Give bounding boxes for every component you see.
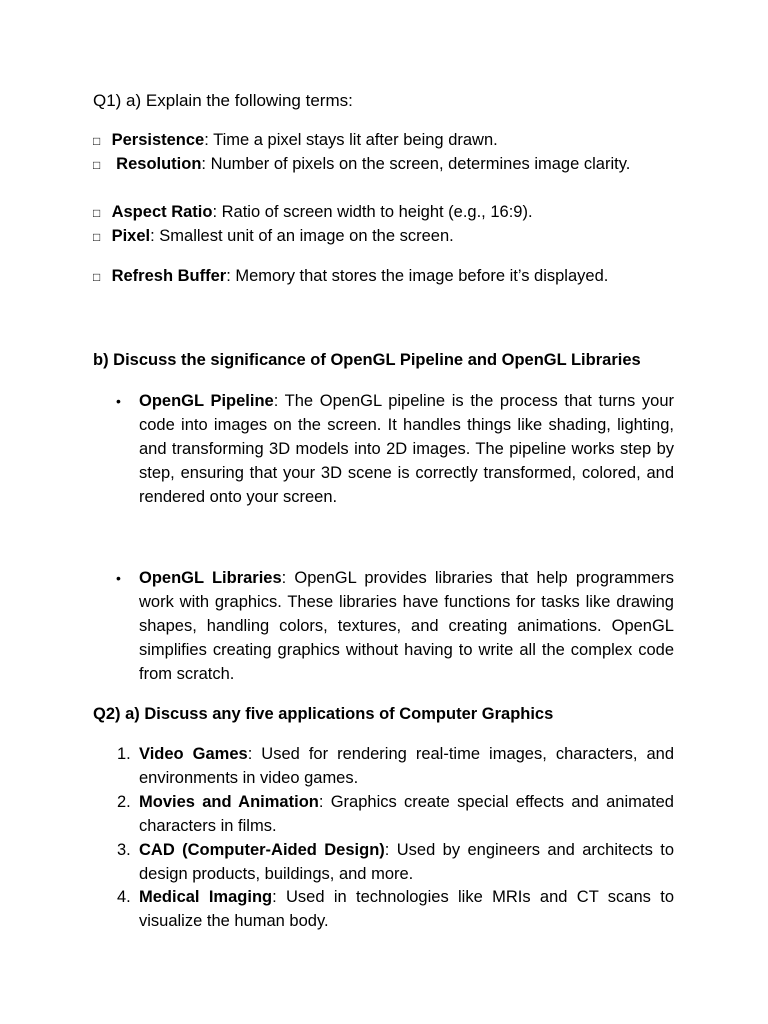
term-label: Persistence <box>111 131 205 149</box>
item-number: 2. <box>117 793 131 811</box>
term-item-pixel <box>93 224 674 249</box>
item-description: : Used by engineers and architects to design products, buildings, and more. <box>139 841 675 883</box>
bullet-term: OpenGL Libraries <box>139 569 282 587</box>
missing-glyph-icon: □ <box>93 270 101 284</box>
term-item-aspect-ratio <box>93 200 674 225</box>
term-item-persistence <box>93 128 674 153</box>
bullet-dot-icon: • <box>116 570 121 586</box>
item-number: 1. <box>117 745 131 763</box>
item-term: Video Games <box>139 745 248 763</box>
item-term: Movies and Animation <box>139 793 319 811</box>
item-number: 3. <box>117 841 131 859</box>
term-label: Refresh Buffer <box>111 267 227 285</box>
term-item-resolution <box>93 152 674 177</box>
bullet-description: : The OpenGL pipeline is the process that turns your code into images on the screen. It handles things like shading, lighting, and transforming 3D models into 2D images. The pipeline works step by step, ensuring that your 3D scene is correctly transformed, colored, and rendered onto your screen. <box>139 392 674 506</box>
item-description: : Used in technologies like MRIs and CT scans to visualize the human body. <box>139 888 675 930</box>
q1-heading: Q1) a) Explain the following terms: <box>93 91 353 110</box>
term-label: Pixel <box>111 227 151 245</box>
term-description: : Time a pixel stays lit after being drawn. <box>204 131 498 149</box>
numbered-item-medical-imaging <box>117 885 675 933</box>
term-item-refresh-buffer <box>93 264 674 289</box>
missing-glyph-icon: □ <box>93 230 101 244</box>
missing-glyph-icon: □ <box>93 206 101 220</box>
numbered-item-video-games <box>117 742 674 790</box>
term-description: : Number of pixels on the screen, determines image clarity. <box>201 155 631 173</box>
term-description: : Smallest unit of an image on the screen. <box>150 227 454 245</box>
missing-glyph-icon: □ <box>93 158 101 172</box>
numbered-item-movies-animation <box>117 790 674 838</box>
term-label: Resolution <box>116 155 202 173</box>
bullet-description: : OpenGL provides libraries that help programmers work with graphics. These libraries have functions for tasks like drawing shapes, handling colors, textures, and creating animations. OpenGL simplifies creating graphics without having to write all the complex code from scratch. <box>139 569 674 683</box>
q1b-heading: b) Discuss the significance of OpenGL Pipeline and OpenGL Libraries <box>93 351 641 369</box>
bullet-term: OpenGL Pipeline <box>139 392 274 410</box>
q2-heading: Q2) a) Discuss any five applications of Computer Graphics <box>93 705 554 723</box>
bullet-item-opengl-pipeline <box>116 389 674 509</box>
item-description: : Used for rendering real-time images, characters, and environments in video games. <box>139 745 674 787</box>
item-term: CAD (Computer-Aided Design) <box>139 841 385 859</box>
item-description: : Graphics create special effects and animated characters in films. <box>139 793 674 835</box>
term-description: : Ratio of screen width to height (e.g., 16:9). <box>212 203 533 221</box>
missing-glyph-icon: □ <box>93 134 101 148</box>
term-description: : Memory that stores the image before it’s displayed. <box>226 267 609 285</box>
bullet-dot-icon: • <box>116 393 121 409</box>
item-term: Medical Imaging <box>139 888 273 906</box>
term-label: Aspect Ratio <box>111 203 213 221</box>
bullet-item-opengl-libraries <box>116 566 674 686</box>
item-number: 4. <box>117 888 131 906</box>
numbered-item-cad <box>117 838 675 886</box>
